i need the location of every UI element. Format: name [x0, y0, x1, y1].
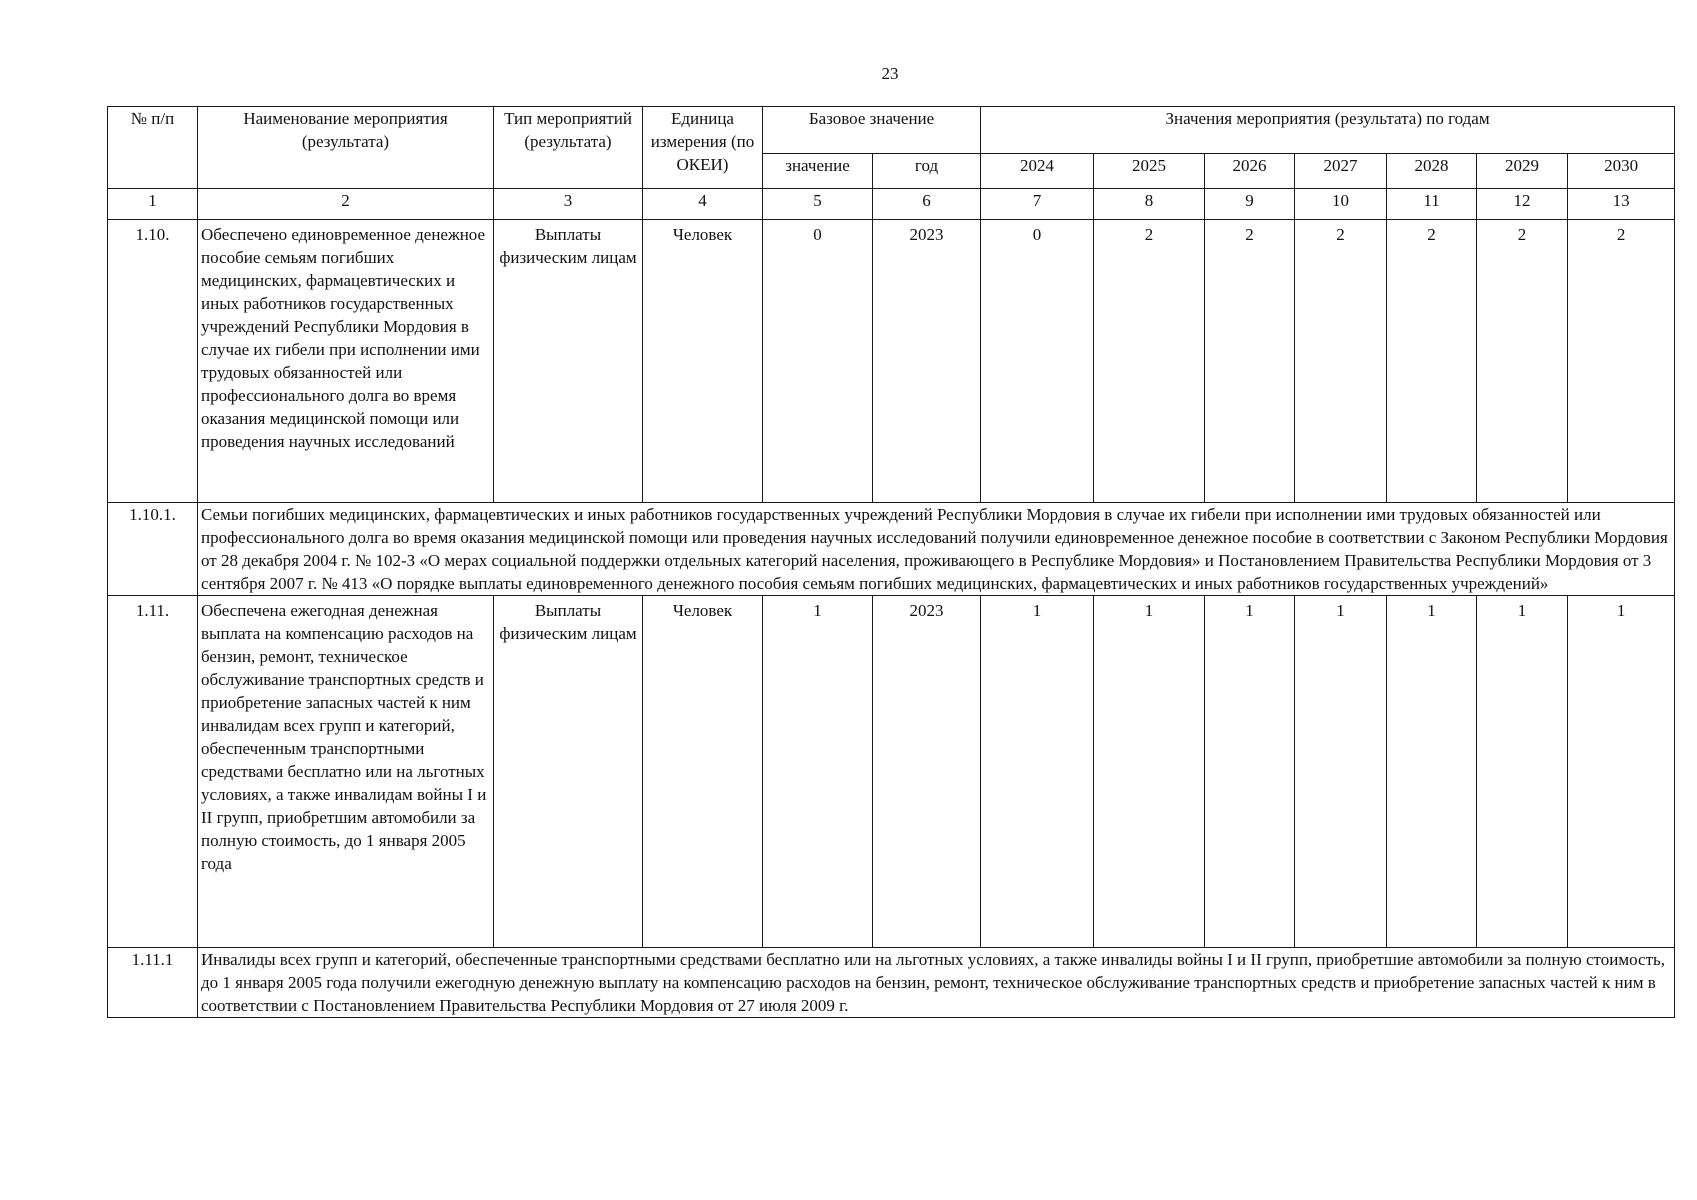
header-base: Базовое значение — [763, 107, 981, 154]
table-row — [108, 596, 1675, 948]
row-base-value: 0 — [763, 220, 873, 503]
row-base-year: 2023 — [873, 596, 981, 948]
row-value-2024: 1 — [981, 596, 1094, 948]
row-value-2028: 1 — [1387, 596, 1477, 948]
row-number: 1.10. — [108, 220, 198, 503]
row-type: Выплаты физическим лицам — [494, 220, 643, 503]
header-base-value: значение — [763, 154, 873, 189]
table-row — [108, 220, 1675, 503]
header-year-2026: 2026 — [1205, 154, 1295, 189]
column-number: 9 — [1205, 189, 1295, 220]
header-year-2027: 2027 — [1295, 154, 1387, 189]
row-base-year: 2023 — [873, 220, 981, 503]
row-value-2027: 2 — [1295, 220, 1387, 503]
header-years: Значения мероприятия (результата) по годам — [981, 107, 1675, 154]
row-name: Обеспечено единовременное денежное пособие семьям погибших медицинских, фармацевтических и иных работников государственных учреждений Республики Мордовия в случае их гибели при исполнении ими трудовых обязанностей или профессионального долга во время оказания медицинской помощи или проведения научных исследований — [198, 220, 494, 503]
header-number: № п/п — [108, 107, 198, 189]
row-value-2025: 1 — [1094, 596, 1205, 948]
row-value-2030: 1 — [1568, 596, 1675, 948]
measures-table — [107, 106, 1675, 1018]
row-value-2026: 1 — [1205, 596, 1295, 948]
row-value-2027: 1 — [1295, 596, 1387, 948]
row-value-2029: 2 — [1477, 220, 1568, 503]
header-year-2024: 2024 — [981, 154, 1094, 189]
row-value-2026: 2 — [1205, 220, 1295, 503]
row-value-2030: 2 — [1568, 220, 1675, 503]
header-year-2028: 2028 — [1387, 154, 1477, 189]
header-year-2025: 2025 — [1094, 154, 1205, 189]
row-value-2028: 2 — [1387, 220, 1477, 503]
header-type: Тип мероприятий (результата) — [494, 107, 643, 189]
column-number: 3 — [494, 189, 643, 220]
column-number: 2 — [198, 189, 494, 220]
header-name: Наименование мероприятия (результата) — [198, 107, 494, 189]
row-number: 1.11.1 — [108, 948, 198, 1018]
row-value-2025: 2 — [1094, 220, 1205, 503]
column-number: 1 — [108, 189, 198, 220]
header-year-2029: 2029 — [1477, 154, 1568, 189]
row-value-2024: 0 — [981, 220, 1094, 503]
column-number: 11 — [1387, 189, 1477, 220]
row-name: Обеспечена ежегодная денежная выплата на компенсацию расходов на бензин, ремонт, техническое обслуживание транспортных средств и приобретение запасных частей к ним инвалидам всех групп и категорий, обеспеченным транспортными средствами бесплатно или на льготных условиях, а также инвалидам войны I и II групп, приобретшим автомобили за полную стоимость, до 1 января 2005 года — [198, 596, 494, 948]
row-type: Выплаты физическим лицам — [494, 596, 643, 948]
row-value-2029: 1 — [1477, 596, 1568, 948]
row-number: 1.11. — [108, 596, 198, 948]
header-base-year: год — [873, 154, 981, 189]
row-number: 1.10.1. — [108, 503, 198, 596]
column-number: 8 — [1094, 189, 1205, 220]
header-unit: Единица измерения (по ОКЕИ) — [643, 107, 763, 189]
column-number: 12 — [1477, 189, 1568, 220]
column-number: 5 — [763, 189, 873, 220]
column-number: 4 — [643, 189, 763, 220]
header-year-2030: 2030 — [1568, 154, 1675, 189]
page-number: 23 — [881, 64, 899, 83]
column-number: 7 — [981, 189, 1094, 220]
column-number: 13 — [1568, 189, 1675, 220]
column-numbers-row — [108, 189, 1675, 220]
column-number: 10 — [1295, 189, 1387, 220]
row-description: Семьи погибших медицинских, фармацевтических и иных работников государственных учреждений Республики Мордовия в случае их гибели при исполнении ими трудовых обязанностей или профессионального долга во время оказания медицинской помощи или проведения научных исследований получили единовременное денежное пособие в соответствии с Законом Республики Мордовия от 28 декабря 2004 г. № 102-З «О мерах социальной поддержки отдельных категорий населения, проживающего в Республике Мордовия» и Постановлением Правительства Республики Мордовия от 3 сентября 2007 г. № 413 «О порядке выплаты единовременного денежного пособия семьям погибших медицинских, фармацевтических и иных работников государственных учреждений» — [198, 503, 1675, 596]
table-row — [108, 948, 1675, 1018]
row-unit: Человек — [643, 596, 763, 948]
row-base-value: 1 — [763, 596, 873, 948]
row-description: Инвалиды всех групп и категорий, обеспеченные транспортными средствами бесплатно или на льготных условиях, а также инвалиды войны I и II групп, приобретшие автомобили за полную стоимость, до 1 января 2005 года получили ежегодную денежную выплату на компенсацию расходов на бензин, ремонт, техническое обслуживание транспортных средств и приобретение запасных частей к ним в соответствии с Постановлением Правительства Республики Мордовия от 27 июля 2009 г. — [198, 948, 1675, 1018]
table-row — [108, 503, 1675, 596]
column-number: 6 — [873, 189, 981, 220]
row-unit: Человек — [643, 220, 763, 503]
